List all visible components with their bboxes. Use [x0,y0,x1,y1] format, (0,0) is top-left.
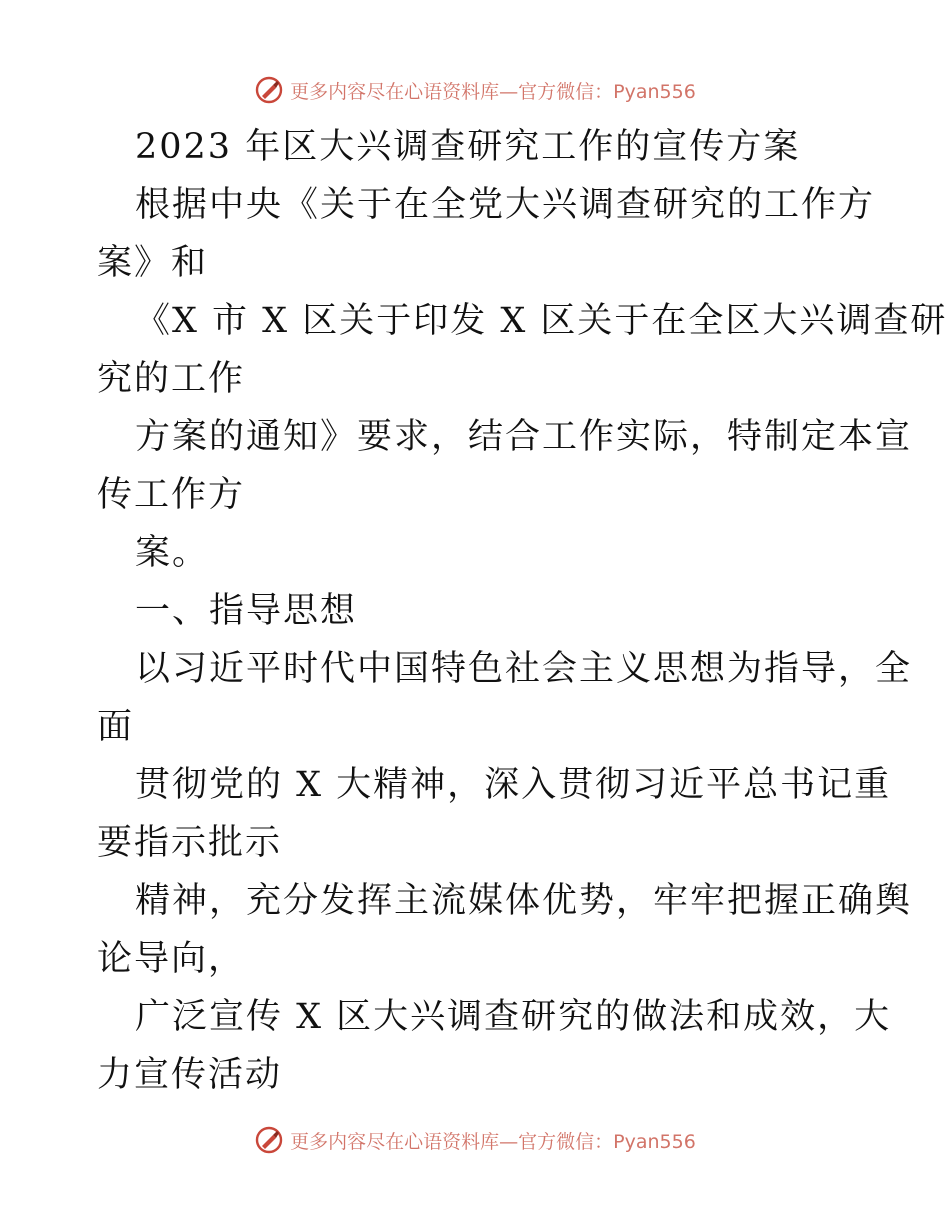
banner-text [290,1127,696,1154]
document-line: 以习近平时代中国特色社会主义思想为指导，全 [135,649,913,689]
document-line: 一、指导思想 [135,591,358,631]
document-line: 究的工作 [97,359,246,399]
document-line: 传工作方 [97,475,246,515]
document-line: 案》和 [97,243,209,283]
document-line: 方案的通知》要求，结合工作实际，特制定本宣 [135,417,913,457]
banner-text [290,77,696,104]
document-line: 案。 [135,533,210,573]
document-line: 2023 年区大兴调查研究工作的宣传方案 [135,127,801,167]
document-line: 精神，充分发挥主流媒体优势，牢牢把握正确舆 [135,881,913,921]
document-line: 面 [97,707,135,747]
document-line: 力宣传活动 [97,1055,283,1095]
document-line: 论导向， [97,939,246,979]
document-line: 根据中央《关于在全党大兴调查研究的工作方 [135,185,876,225]
document-body [97,118,948,1104]
document-line: 贯彻党的 X 大精神，深入贯彻习近平总书记重 [135,765,892,805]
pen-logo-icon [254,75,284,105]
banner-wechat-id: Pyan556 [613,1130,696,1153]
pen-logo-icon [254,1125,284,1155]
footer-watermark-banner [0,1120,950,1160]
document-line: 要指示批示 [97,823,283,863]
document-line: 广泛宣传 X 区大兴调查研究的做法和成效，大 [135,997,892,1037]
document-line: 《X 市 X 区关于印发 X 区关于在全区大兴调查研 [135,301,948,341]
banner-label: 更多内容尽在心语资料库—官方微信： [290,1130,614,1153]
banner-label: 更多内容尽在心语资料库—官方微信： [290,80,614,103]
header-watermark-banner [0,70,950,110]
banner-wechat-id: Pyan556 [613,80,696,103]
